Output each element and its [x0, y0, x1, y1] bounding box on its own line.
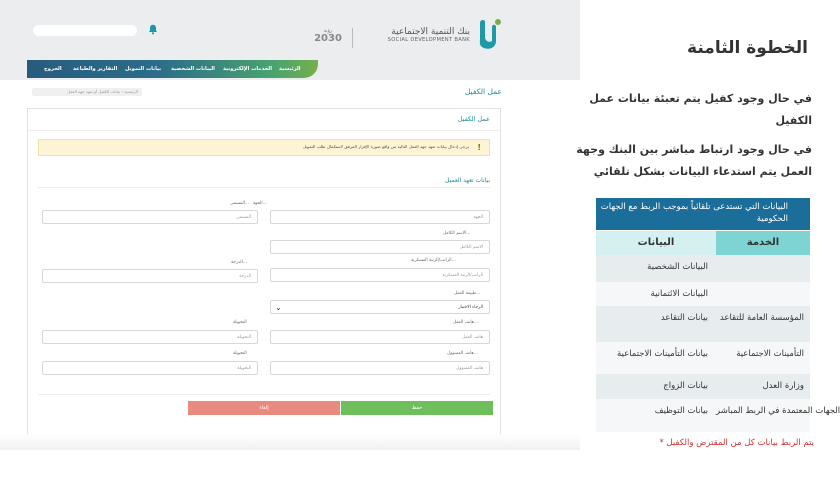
table-caption-line: البيانات التي تستدعى تلقائياً بموجب الربط مع الجهات	[600, 202, 788, 212]
chevron-down-icon: ⌄	[275, 303, 282, 312]
form-card-header	[28, 109, 500, 131]
divider	[38, 187, 490, 188]
main-nav	[27, 60, 318, 78]
table-row	[596, 399, 840, 432]
workphone-label: هاتف العمل...	[453, 320, 479, 325]
nav-logout[interactable]: الخروج	[44, 66, 62, 72]
officerphone-placeholder: هاتف المسؤول	[456, 366, 483, 371]
form-card	[27, 108, 501, 435]
cancel-button[interactable]: إلغاء	[188, 401, 340, 415]
worktype-select[interactable]	[270, 300, 490, 314]
vision-year: 2030	[314, 33, 342, 44]
column-header-data: البيانات	[596, 231, 716, 255]
paragraph-line: العمل يتم استدعاء البيانات بشكل تلقائي	[593, 165, 812, 178]
table-caption	[596, 198, 810, 230]
cell-service	[716, 255, 810, 282]
employer-label: الجهة...	[253, 201, 267, 206]
logo-divider	[352, 28, 353, 48]
officerphone-label: هاتف المسؤول...	[447, 351, 478, 356]
cell-data: البيانات الائتمانية	[596, 282, 716, 306]
jobtitle-label: المسمى...	[230, 201, 249, 206]
paragraph-line: في حال وجود كفيل يتم تعبئة بيانات عمل	[589, 92, 812, 105]
cell-data: البيانات الشخصية	[596, 255, 716, 282]
bank-name-english: SOCIAL DEVELOPMENT BANK	[387, 37, 470, 43]
table-row	[596, 306, 810, 342]
bell-icon[interactable]	[148, 24, 160, 36]
grade-placeholder: الدرجة	[239, 274, 251, 279]
nav-e-services[interactable]: الخدمات الإلكترونية	[223, 66, 273, 72]
cell-service: التأمينات الاجتماعية	[716, 342, 810, 374]
worktype-selected-value: الرجاء الاختيار	[458, 305, 483, 310]
step-title: الخطوة الثامنة	[687, 38, 808, 58]
footer-stripe	[0, 434, 580, 450]
paragraph-line: الكفيل	[775, 114, 812, 127]
cell-data: بيانات التقاعد	[596, 306, 716, 342]
table-row	[596, 282, 810, 306]
salary-label: الراتب/الرتبة العسكرية...	[411, 258, 456, 263]
cell-data: بيانات الزواج	[596, 374, 716, 399]
jobtitle-placeholder: المسمى	[236, 215, 251, 220]
table-row	[596, 342, 810, 374]
fullname-placeholder: الاسم الكامل	[459, 245, 483, 250]
search-input[interactable]	[33, 25, 137, 36]
cell-data: بيانات التوظيف	[596, 399, 716, 432]
page-title: عمل الكفيل	[464, 87, 502, 96]
section-title: بيانات تعهد العميل	[445, 177, 490, 184]
salary-field[interactable]	[270, 268, 490, 282]
jobtitle-field[interactable]	[42, 210, 258, 224]
ext-label: التحويلة	[233, 320, 247, 325]
footnote: * يتم الربط بيانات كل من المقترض والكفيل	[659, 438, 814, 448]
bank-name-arabic: بنك التنمية الاجتماعية	[391, 27, 470, 37]
workphone-field[interactable]	[270, 330, 490, 344]
cell-service: الجهات المعتمدة في الربط المباشر	[716, 399, 810, 432]
salary-placeholder: الراتب/الرتبة العسكرية	[442, 273, 483, 278]
table-header-row	[596, 231, 810, 255]
nav-personal-data[interactable]: البيانات الشخصية	[171, 66, 215, 72]
paragraph-line: في حال وجود ارتباط مباشر بين البنك وجهة	[576, 143, 812, 156]
vision-label: رؤية	[323, 28, 333, 34]
cell-service: وزارة العدل	[716, 374, 810, 399]
column-header-service: الخدمة	[716, 231, 810, 255]
cell-service	[716, 282, 810, 306]
worktype-label: طبيعة العمل...	[454, 291, 481, 296]
table-row	[596, 255, 810, 282]
ext-field[interactable]	[42, 330, 258, 344]
alert-text: يرجى إدخال بيانات تعهد جهة العمل التالية من واقع صورة الإقرار المرفق لاستكمال طلب التمويل	[302, 144, 469, 149]
save-button[interactable]: حفظ	[341, 401, 493, 415]
bank-logo-icon	[472, 17, 502, 53]
table-caption-line: الحكومية	[756, 214, 788, 224]
nav-home[interactable]: الرئيسية	[279, 66, 301, 72]
grade-label: الدرجة...	[231, 260, 247, 265]
exclamation-icon: !	[477, 143, 481, 152]
form-card-title: عمل الكفيل	[457, 115, 490, 123]
workphone-placeholder: هاتف العمل	[462, 335, 483, 340]
ext2-field[interactable]	[42, 361, 258, 375]
divider	[38, 394, 490, 395]
nav-financing-data[interactable]: بيانات التمويل	[125, 66, 162, 72]
bank-name	[360, 27, 470, 43]
cell-data: بيانات التأمينات الاجتماعية	[596, 342, 716, 374]
vision-2030-logo	[312, 28, 344, 48]
ext-placeholder: التحويلة	[237, 335, 251, 340]
ext2-placeholder: التحويلة	[237, 366, 251, 371]
cell-service: المؤسسة العامة للتقاعد	[716, 306, 810, 342]
table-row	[596, 374, 810, 399]
ext2-label: التحويلة	[233, 351, 247, 356]
employer-field[interactable]	[270, 210, 490, 224]
breadcrumb[interactable]: الرئيسية › بيانات الكفيل أو تعهد جهة العمل	[32, 88, 142, 96]
officerphone-field[interactable]	[270, 361, 490, 375]
employer-placeholder: الجهة	[473, 215, 483, 220]
nav-reports[interactable]: التقارير والطباعة	[73, 66, 118, 72]
fullname-field[interactable]	[270, 240, 490, 254]
info-alert	[38, 139, 490, 156]
grade-field[interactable]	[42, 269, 258, 283]
fullname-label: الاسم الكامل...	[443, 231, 471, 236]
